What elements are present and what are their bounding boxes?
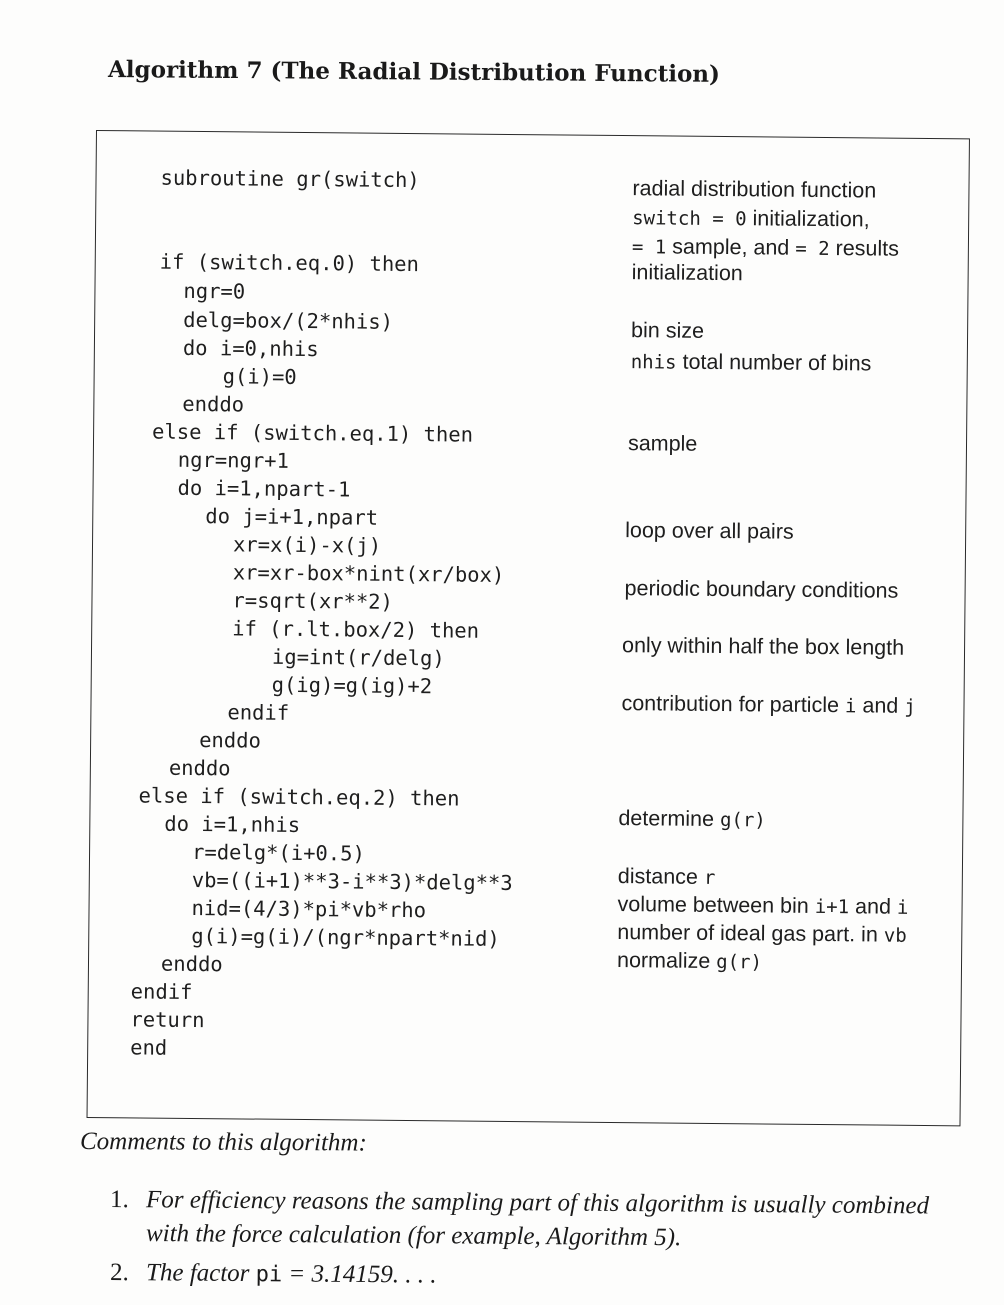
code-token: r <box>703 866 716 889</box>
code-token: nhis <box>630 351 677 374</box>
code-token: j <box>904 695 916 718</box>
code-line: if (r.lt.box/2) then <box>232 616 480 643</box>
note-item-2 <box>110 1259 437 1290</box>
code-token: i <box>896 896 909 919</box>
comment-contribution <box>621 691 915 719</box>
comment-text: sample, and <box>666 234 796 260</box>
code-token: vb <box>883 924 907 947</box>
code-token: switch = 0 <box>632 207 747 231</box>
code-line: enddo <box>168 755 231 781</box>
code-line: r=delg*(i+0.5) <box>191 839 365 866</box>
note-text: For efficiency reasons the sampling part of this algorithm is usually combined <box>145 1186 930 1220</box>
code-token: = 2 <box>795 237 830 261</box>
comment-normalize <box>617 948 762 974</box>
comment-radial-distribution: radial distribution function <box>632 176 877 203</box>
code-line: g(ig)=g(ig)+2 <box>271 672 433 699</box>
code-line: else if (switch.eq.1) then <box>151 419 474 447</box>
comment-text: normalize <box>616 948 717 973</box>
note-text: The factor <box>145 1259 256 1288</box>
code-token: g(r) <box>719 809 766 832</box>
code-line: vb=((i+1)**3-i**3)*delg**3 <box>191 867 513 896</box>
code-line: g(i)=g(i)/(ngr*npart*nid) <box>191 923 500 951</box>
code-line: do i=1,npart-1 <box>177 475 351 502</box>
comment-ideal-gas <box>617 920 907 948</box>
comment-text: results <box>829 236 900 261</box>
code-line: enddo <box>182 391 245 417</box>
code-line: xr=xr-box*nint(xr/box) <box>232 560 505 587</box>
note-number: 2. <box>109 1259 129 1287</box>
note-item-1-continued <box>146 1220 682 1252</box>
comment-text: and <box>849 894 898 919</box>
comment-text: total number of bins <box>676 349 872 376</box>
code-token: pi <box>255 1262 283 1288</box>
comment-bin-size: bin size <box>630 318 705 343</box>
code-listing <box>90 131 513 1060</box>
code-line: subroutine gr(switch) <box>160 165 420 193</box>
note-text: = 3.14159. . . . <box>282 1260 437 1289</box>
algorithm-box <box>87 130 970 1126</box>
note-number: 1. <box>109 1186 129 1214</box>
code-line: xr=x(i)-x(j) <box>232 532 382 558</box>
code-line: nid=(4/3)*pi*vb*rho <box>191 895 427 923</box>
comment-volume <box>617 892 908 920</box>
comment-periodic-boundary: periodic boundary conditions <box>624 576 899 603</box>
code-line: endif <box>130 979 193 1004</box>
code-line: endif <box>227 700 290 725</box>
code-line: if (switch.eq.0) then <box>159 249 420 277</box>
code-line: do i=0,nhis <box>182 335 319 362</box>
code-token: = 1 <box>631 236 667 259</box>
code-line: enddo <box>199 728 261 753</box>
algorithm-title: Algorithm 7 (The Radial Distribution Function) <box>107 56 721 88</box>
comment-text: volume between bin <box>617 892 815 918</box>
code-token: g(r) <box>716 950 763 974</box>
code-token: i <box>844 695 857 718</box>
note-item-1 <box>110 1186 929 1220</box>
note-text: with the force calculation (for example, Algorithm 5). <box>145 1220 682 1252</box>
code-line: do i=1,nhis <box>164 811 301 837</box>
code-line: ig=int(r/delg) <box>271 644 445 671</box>
code-line: delg=box/(2*nhis) <box>183 307 394 334</box>
comment-initialization: initialization <box>631 260 743 286</box>
code-line: end <box>130 1035 168 1060</box>
comment-switch-line <box>632 205 870 232</box>
comment-switch-values <box>632 234 899 262</box>
code-line: do j=i+1,npart <box>205 504 379 530</box>
comment-text: initialization, <box>746 206 870 232</box>
comment-nhis <box>631 349 872 376</box>
code-line: ngr=ngr+1 <box>177 447 290 473</box>
comment-text: contribution for particle <box>621 691 846 718</box>
comment-text: and <box>856 693 905 718</box>
comment-distance <box>618 864 716 890</box>
code-line: return <box>130 1007 205 1033</box>
comment-text: number of ideal gas part. in <box>617 920 884 947</box>
comment-text: determine <box>618 806 721 832</box>
code-line: r=sqrt(xr**2) <box>232 588 394 614</box>
code-line: g(i)=0 <box>222 364 297 389</box>
comment-determine-g <box>618 806 766 832</box>
code-line: enddo <box>160 951 223 977</box>
comments-heading: Comments to this algorithm: <box>79 1128 367 1157</box>
code-token: i+1 <box>814 895 850 919</box>
code-line: ngr=0 <box>183 278 246 304</box>
comment-half-box: only within half the box length <box>621 633 905 660</box>
comment-sample: sample <box>627 431 698 456</box>
comment-text: distance <box>617 864 705 889</box>
code-line: else if (switch.eq.2) then <box>138 783 460 811</box>
comment-loop-pairs: loop over all pairs <box>625 518 794 544</box>
